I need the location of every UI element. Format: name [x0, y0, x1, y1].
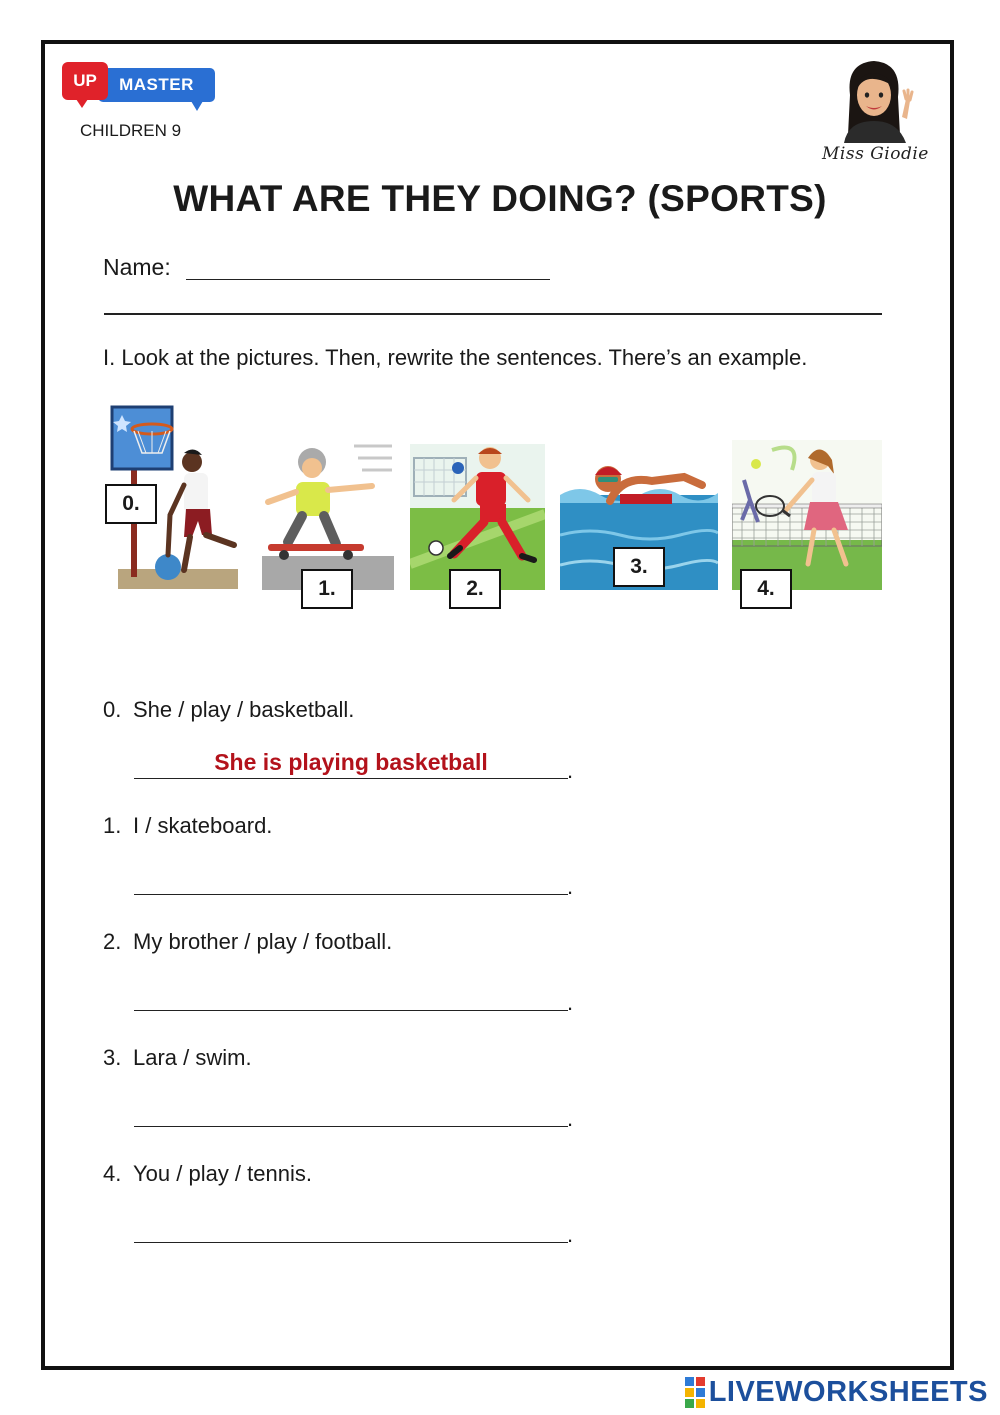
- exercise-2-period: .: [567, 990, 574, 1015]
- picture-number-1: 1.: [301, 569, 353, 609]
- exercise-number: 4.: [103, 1161, 122, 1186]
- exercise-text: I / skateboard.: [133, 813, 273, 838]
- exercise-4-period: .: [567, 1222, 574, 1247]
- liveworksheets-brand[interactable]: [685, 1376, 988, 1409]
- instruction-text: I. Look at the pictures. Then, rewrite the sentences. There’s an example.: [103, 345, 808, 370]
- exercise-0-prompt: [103, 697, 354, 723]
- exercise-number: 1.: [103, 813, 122, 838]
- exercise-3-answer-field[interactable]: [134, 1126, 568, 1127]
- tennis-girl-picture: [732, 440, 882, 590]
- exercise-0-answer: She is playing basketball: [214, 749, 488, 775]
- picture-number-0: 0.: [105, 484, 157, 524]
- exercise-3-period: .: [567, 1106, 574, 1131]
- name-label: Name:: [103, 254, 171, 280]
- exercise-number: 2.: [103, 929, 122, 954]
- logo-up: UP: [62, 62, 108, 100]
- exercise-1-period: .: [567, 874, 574, 899]
- exercise-1-prompt: [103, 813, 272, 839]
- exercise-1-answer-field[interactable]: [134, 894, 568, 895]
- teacher-avatar: [836, 55, 918, 143]
- exercise-text: She / play / basketball.: [133, 697, 355, 722]
- picture-number-3: 3.: [613, 547, 665, 587]
- logo-master: MASTER: [98, 68, 215, 102]
- exercise-number: 3.: [103, 1045, 122, 1070]
- exercise-number: 0.: [103, 697, 122, 722]
- skateboard-boy-picture: [262, 436, 394, 590]
- liveworksheets-logo-icon: [685, 1377, 705, 1408]
- picture-number-4: 4.: [740, 569, 792, 609]
- level-label: CHILDREN 9: [80, 121, 182, 140]
- exercise-text: Lara / swim.: [133, 1045, 252, 1070]
- exercise-4-prompt: [103, 1161, 312, 1187]
- exercise-0-period: .: [567, 758, 574, 783]
- name-field-extension[interactable]: [104, 313, 882, 315]
- exercise-0-answer-field[interactable]: [134, 778, 568, 779]
- brand-text: LIVEWORKSHEETS: [708, 1376, 988, 1408]
- page-title: WHAT ARE THEY DOING? (SPORTS): [173, 178, 827, 219]
- exercise-text: You / play / tennis.: [133, 1161, 312, 1186]
- exercise-3-prompt: [103, 1045, 252, 1071]
- exercise-2-prompt: [103, 929, 392, 955]
- exercise-text: My brother / play / football.: [133, 929, 393, 954]
- exercise-4-answer-field[interactable]: [134, 1242, 568, 1243]
- name-field[interactable]: [186, 279, 550, 280]
- teacher-signature: Miss Giodie: [822, 144, 929, 164]
- picture-number-2: 2.: [449, 569, 501, 609]
- exercise-2-answer-field[interactable]: [134, 1010, 568, 1011]
